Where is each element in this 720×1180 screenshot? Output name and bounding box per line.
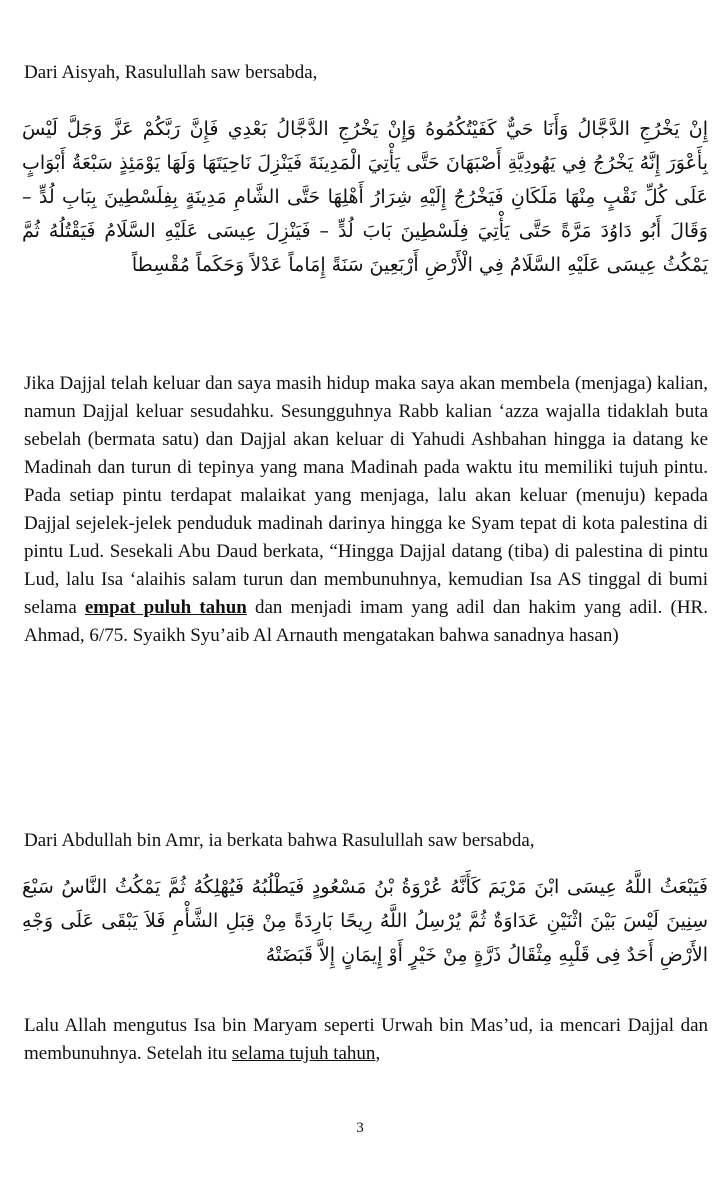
hadith-2-translation-end: , (375, 1043, 381, 1064)
hadith-1-translation (24, 370, 708, 650)
hadith-2-arabic-text: فَيَبْعَثُ اللَّهُ عِيسَى ابْنَ مَرْيَمَ كَأَنَّهُ عُرْوَةُ بْنُ مَسْعُودٍ فَيَطْلُبُهُ فَيُهْلِكُهُ ثُمَّ يَمْكُثُ النَّاسُ سَبْعَ سِنِينَ لَيْسَ بَيْنَ اثْنَيْنِ عَدَاوَةٌ ثُمَّ يُرْسِلُ اللَّهُ رِيحًا بَارِدَةً مِنْ قِبَلِ الشَّأْمِ فَلاَ يَبْقَى عَلَى وَجْهِ الأَرْضِ أَحَدٌ فِى قَلْبِهِ مِثْقَالُ ذَرَّةٍ مِنْ خَيْرٍ أَوْ إِيمَانٍ إِلاَّ قَبَضَتْهُ (22, 876, 708, 966)
hadith-1-arabic-text: إِنْ يَخْرُجِ الدَّجَّالُ وَأَنَا حَيٌّ كَفَيْتُكُمُوهُ وَإِنْ يَخْرُجِ الدَّجَّالُ بَعْدِي فَإِنَّ رَبَّكُمْ عَزَّ وَجَلَّ لَيْسَ بِأَعْوَرَ إِنَّهُ يَخْرُجُ فِي يَهُودِيَّةِ أَصْبَهَانَ حَتَّى يَأْتِيَ الْمَدِينَةَ فَيَنْزِلَ نَاحِيَتَهَا وَلَهَا يَوْمَئِذٍ سَبْعَةُ أَبْوَابٍ عَلَى كُلِّ نَقْبٍ مِنْهَا مَلَكَانِ فَيَخْرُجُ إِلَيْهِ شِرَارُ أَهْلِهَا حَتَّى الشَّامِ مَدِينَةٍ بِفِلَسْطِينَ بِبَابِ لُدٍّ – وَقَالَ أَبُو دَاوُدَ مَرَّةً حَتَّى يَأْتِيَ فِلَسْطِينَ بَابَ لُدٍّ – فَيَنْزِلَ عِيسَى عَلَيْهِ السَّلَامُ فَيَقْتُلُهُ ثُمَّ يَمْكُثُ عِيسَى عَلَيْهِ السَّلَامُ فِي الْأَرْضِ أَرْبَعِينَ سَنَةً إِمَاماً عَدْلاً وَحَكَماً مُقْسِطاً (22, 118, 708, 276)
hadith-2-emphasis: selama tujuh tahun (231, 1043, 376, 1064)
page-number: 3 (356, 1120, 364, 1136)
hadith-1-translation-end: dan menjadi imam yang adil dan hakim yang adil. (HR. Ahmad, 6/75. Syaikh Syu’aib Al Arnauth mengatakan bahwa sanadnya hasan) (24, 597, 708, 646)
hadith-1-intro: Dari Aisyah, Rasulullah saw bersabda, (24, 62, 318, 83)
hadith-2-translation-text: Lalu Allah mengutus Isa bin Maryam seperti Urwah bin Mas’ud, ia mencari Dajjal dan membunuhnya. Setelah itu (24, 1015, 708, 1064)
hadith-2-translation (24, 1012, 708, 1068)
hadith-1-translation-text: Jika Dajjal telah keluar dan saya masih hidup maka saya akan membela (menjaga) kalian, namun Dajjal keluar sesudahku. Sesungguhnya Rabb kalian ‘azza wajalla tidaklah buta sebelah (bermata satu) dan Dajjal akan keluar di Yahudi Ashbahan hingga ia datang ke Madinah dan turun di tepinya yang mana Madinah pada waktu itu memiliki tujuh pintu. Pada setiap pintu terdapat malaikat yang menjaga, lalu akan keluar (menuju) kepada Dajjal sejelek-jelek penduduk madinah darinya hingga ke Syam tepat di kota palestina di pintu Lud. Sesekali Abu Daud berkata, “Hingga Dajjal datang (tiba) di palestina di pintu Lud, lalu Isa ‘alaihis salam turun dan membunuhnya, kemudian Isa AS tinggal di bumi selama (24, 373, 708, 618)
hadith-2-intro: Dari Abdullah bin Amr, ia berkata bahwa Rasulullah saw bersabda, (24, 830, 535, 851)
hadith-1-emphasis: empat puluh tahun (84, 597, 247, 618)
